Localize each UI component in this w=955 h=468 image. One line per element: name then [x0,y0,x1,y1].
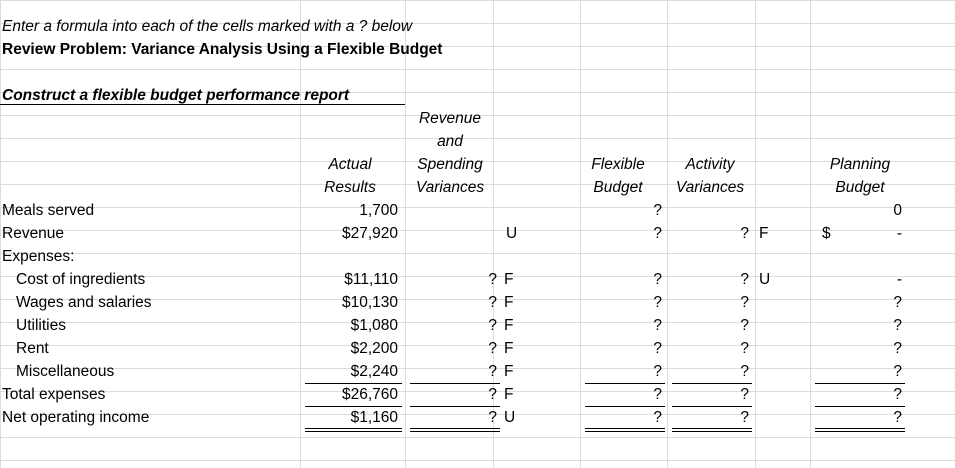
double-underline [410,428,500,429]
row-label: Meals served [2,202,95,219]
row-label: Net operating income [2,409,150,426]
rsv-fu-cell[interactable]: F [504,294,514,311]
row-label: Utilities [16,317,66,334]
header-actual-line2: Results [324,179,376,196]
activity-variance-cell[interactable]: ? [740,317,749,334]
rsv-variance-cell[interactable]: ? [488,386,497,403]
planning-budget-cell[interactable]: ? [893,317,902,334]
activity-variance-cell[interactable]: ? [740,363,749,380]
actual-cell[interactable]: $11,110 [344,271,398,288]
flexible-budget-cell[interactable]: ? [653,225,662,242]
header-plan-line1: Planning [829,156,891,173]
planning-budget-cell[interactable]: ? [893,386,902,403]
header-rsv-line2: and [437,133,463,150]
activity-variance-cell[interactable]: ? [740,340,749,357]
header-flex-line1: Flexible [591,156,645,173]
rsv-fu-cell[interactable]: F [504,363,514,380]
rsv-variance-cell[interactable]: ? [488,294,497,311]
planning-budget-cell[interactable]: 0 [893,202,902,219]
double-underline [585,431,665,432]
double-underline [815,428,905,429]
flexible-budget-cell[interactable]: ? [653,340,662,357]
rsv-fu-cell[interactable]: U [506,225,518,242]
double-underline [815,431,905,432]
flexible-budget-cell[interactable]: ? [653,271,662,288]
double-underline [410,431,500,432]
planning-budget-cell[interactable]: - [896,225,902,242]
instruction-text: Enter a formula into each of the cells marked with a ? below [2,18,413,35]
double-underline [305,431,402,432]
actual-cell[interactable]: 1,700 [359,202,398,219]
double-underline [672,428,752,429]
row-label: Revenue [2,225,65,242]
header-actual-line1: Actual [328,156,372,173]
header-flex-line2: Budget [593,179,643,196]
rsv-variance-cell[interactable]: ? [488,363,497,380]
activity-variance-cell[interactable]: ? [740,225,749,242]
actual-cell[interactable]: $10,130 [341,294,398,311]
subtitle-underline [0,104,405,105]
report-subtitle: Construct a flexible budget performance report [2,87,350,104]
row-label: Total expenses [2,386,106,403]
activity-fu-cell[interactable]: U [759,271,771,288]
rsv-fu-cell[interactable]: F [504,340,514,357]
flexible-budget-cell[interactable]: ? [653,363,662,380]
flexible-budget-cell[interactable]: ? [653,202,662,219]
header-plan-line2: Budget [835,179,885,196]
row-label: Cost of ingredients [16,271,146,288]
flexible-budget-cell[interactable]: ? [653,317,662,334]
sheet-title: Review Problem: Variance Analysis Using a Flexible Budget [2,41,443,58]
planning-budget-cell[interactable]: ? [893,363,902,380]
actual-cell[interactable]: $27,920 [341,225,398,242]
grid-line [755,0,756,468]
rsv-fu-cell[interactable]: F [504,317,514,334]
row-label: Rent [16,340,49,357]
rsv-fu-cell[interactable]: U [504,409,516,426]
flexible-budget-cell[interactable]: ? [653,386,662,403]
rsv-fu-cell[interactable]: F [504,271,514,288]
row-label: Miscellaneous [16,363,115,380]
flexible-budget-cell[interactable]: ? [653,294,662,311]
double-underline [672,431,752,432]
actual-cell[interactable]: $26,760 [341,386,398,403]
activity-variance-cell[interactable]: ? [740,271,749,288]
planning-budget-cell[interactable]: ? [893,294,902,311]
header-rsv-line4: Variances [415,179,485,196]
row-label: Wages and salaries [16,294,152,311]
planning-dollar-sign: $ [822,225,831,242]
rsv-variance-cell[interactable]: ? [488,271,497,288]
double-underline [305,428,402,429]
actual-cell[interactable]: $1,080 [350,317,398,334]
rsv-variance-cell[interactable]: ? [488,409,497,426]
rsv-fu-cell[interactable]: F [504,386,514,403]
row-label: Expenses: [2,248,75,265]
header-rsv-line1: Revenue [418,110,482,127]
activity-variance-cell[interactable]: ? [740,386,749,403]
double-underline [585,428,665,429]
header-activity-line2: Variances [675,179,745,196]
flexible-budget-cell[interactable]: ? [653,409,662,426]
activity-fu-cell[interactable]: F [759,225,769,242]
actual-cell[interactable]: $2,200 [350,340,398,357]
actual-cell[interactable]: $2,240 [350,363,398,380]
planning-budget-cell[interactable]: ? [893,409,902,426]
planning-budget-cell[interactable]: - [896,271,902,288]
activity-variance-cell[interactable]: ? [740,294,749,311]
planning-budget-cell[interactable]: ? [893,340,902,357]
actual-cell[interactable]: $1,160 [350,409,398,426]
rsv-variance-cell[interactable]: ? [488,317,497,334]
header-activity-line1: Activity [685,156,735,173]
header-rsv-line3: Spending [417,156,483,173]
rsv-variance-cell[interactable]: ? [488,340,497,357]
activity-variance-cell[interactable]: ? [740,409,749,426]
